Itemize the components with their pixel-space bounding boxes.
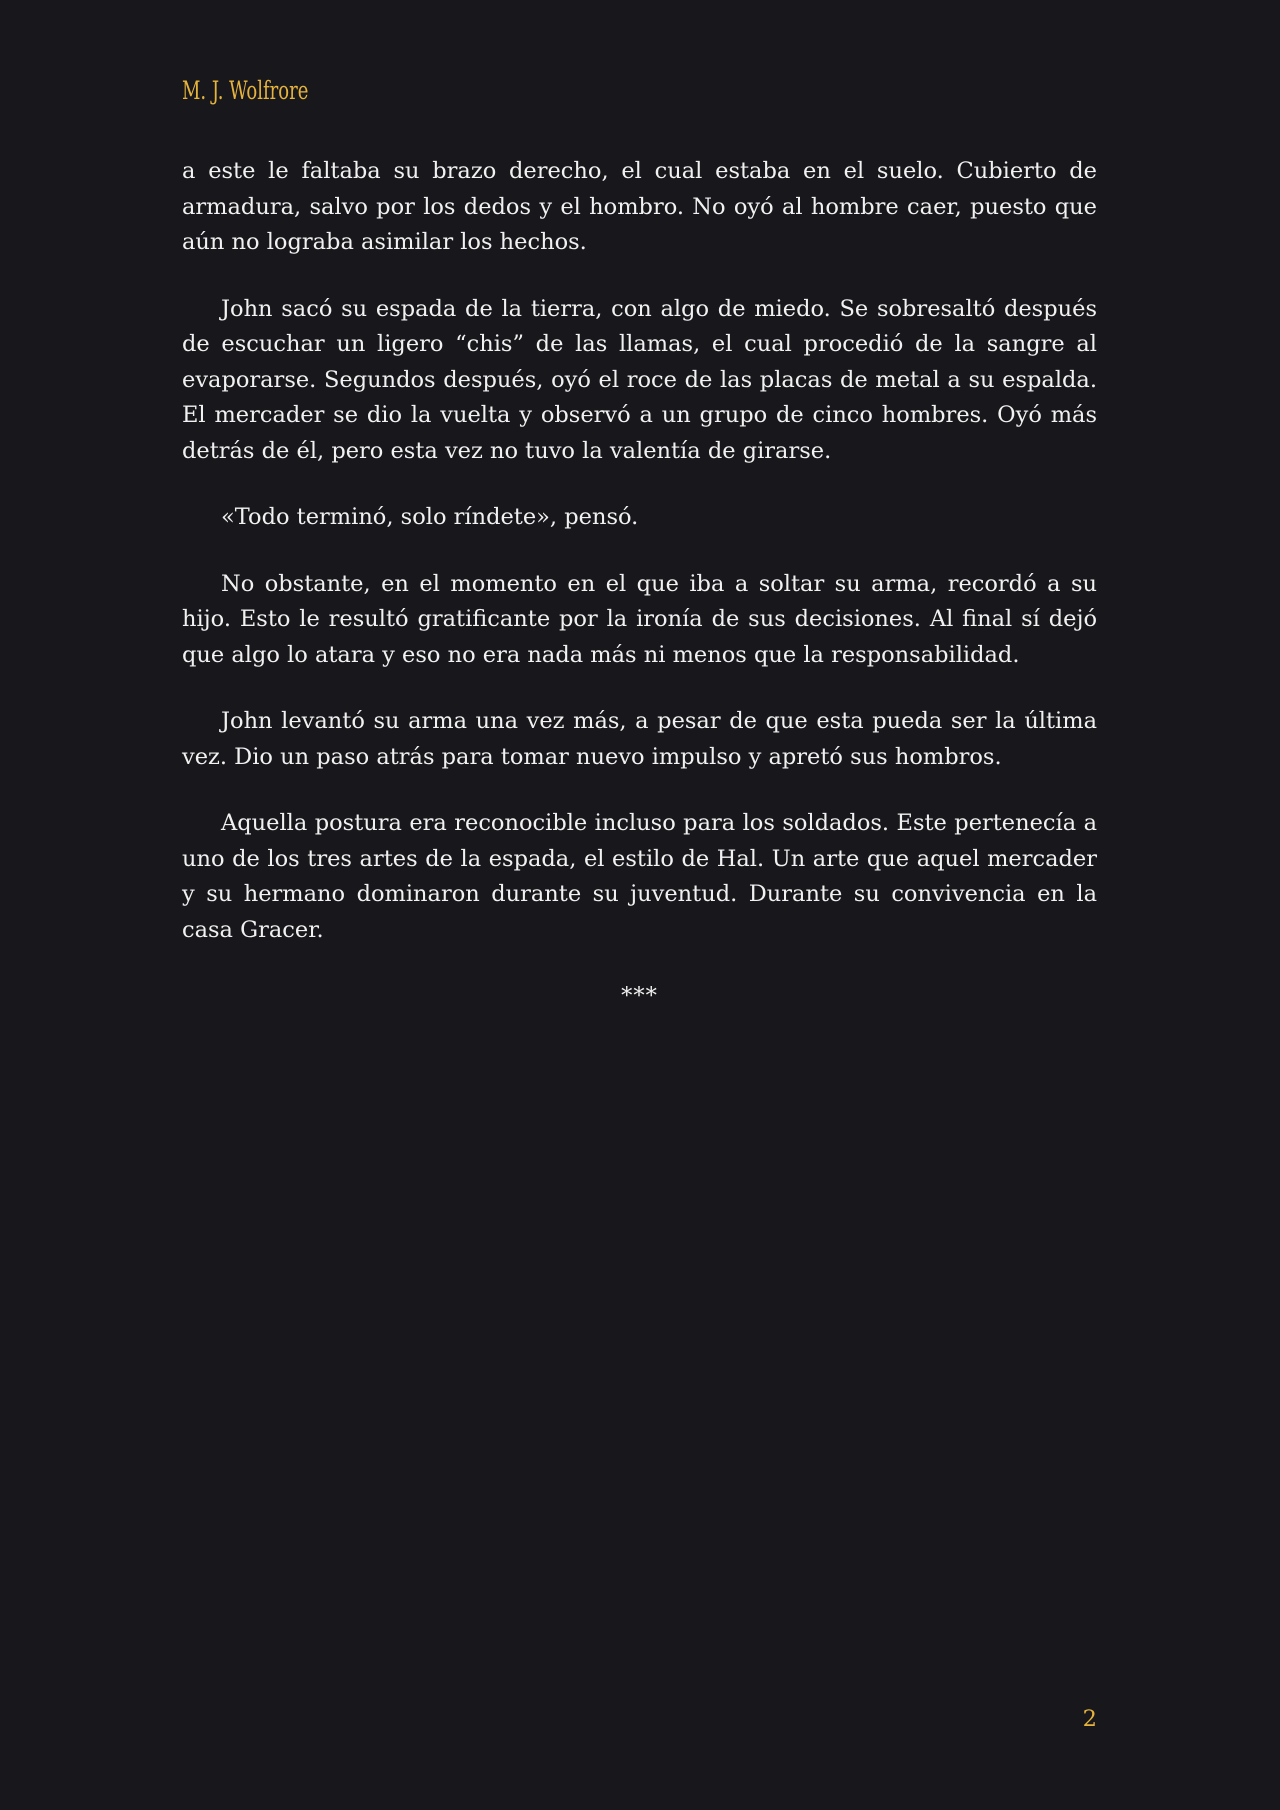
paragraph: a este le faltaba su brazo derecho, el cual estaba en el suelo. Cubierto de armadura, salvo por los dedos y el hombro. No oyó al hombre caer, puesto que aún no lograba asimilar los hechos. (182, 158, 1097, 255)
paragraph: No obstante, en el momento en el que iba a soltar su arma, recordó a su hijo. Esto le resultó gratificante por la ironía de sus decisiones. Al final sí dejó que algo lo atara y eso no era nada más ni menos que la responsabilidad. (182, 570, 1097, 668)
paragraph: John sacó su espada de la tierra, con algo de miedo. Se sobresaltó después de escuchar un ligero “chis” de las llamas, el cual procedió de la sangre al evaporarse. Segundos después, oyó el roce de las placas de metal a su espalda. El mercader se dio la vuelta y observó a un grupo de cinco hombres. Oyó más detrás de él, pero esta vez no tuvo la valentía de girarse. (182, 295, 1097, 464)
section-separator: *** (621, 983, 658, 1009)
page-body (182, 154, 1097, 1015)
paragraph: «Todo terminó, solo ríndete», pensó. (221, 504, 639, 530)
paragraph: John levantó su arma una vez más, a pesar de que esta pueda ser la última vez. Dio un paso atrás para tomar nuevo impulso y apretó sus hombros. (182, 708, 1097, 770)
page-number: 2 (1082, 1706, 1097, 1732)
paragraph: Aquella postura era reconocible incluso para los soldados. Este pertenecía a uno de los tres artes de la espada, el estilo de Hal. Un arte que aquel mercader y su hermano dominaron durante su juventud. Durante su convivencia en la casa Gracer. (182, 810, 1097, 943)
author-header: M. J. Wolfrore (182, 76, 309, 105)
